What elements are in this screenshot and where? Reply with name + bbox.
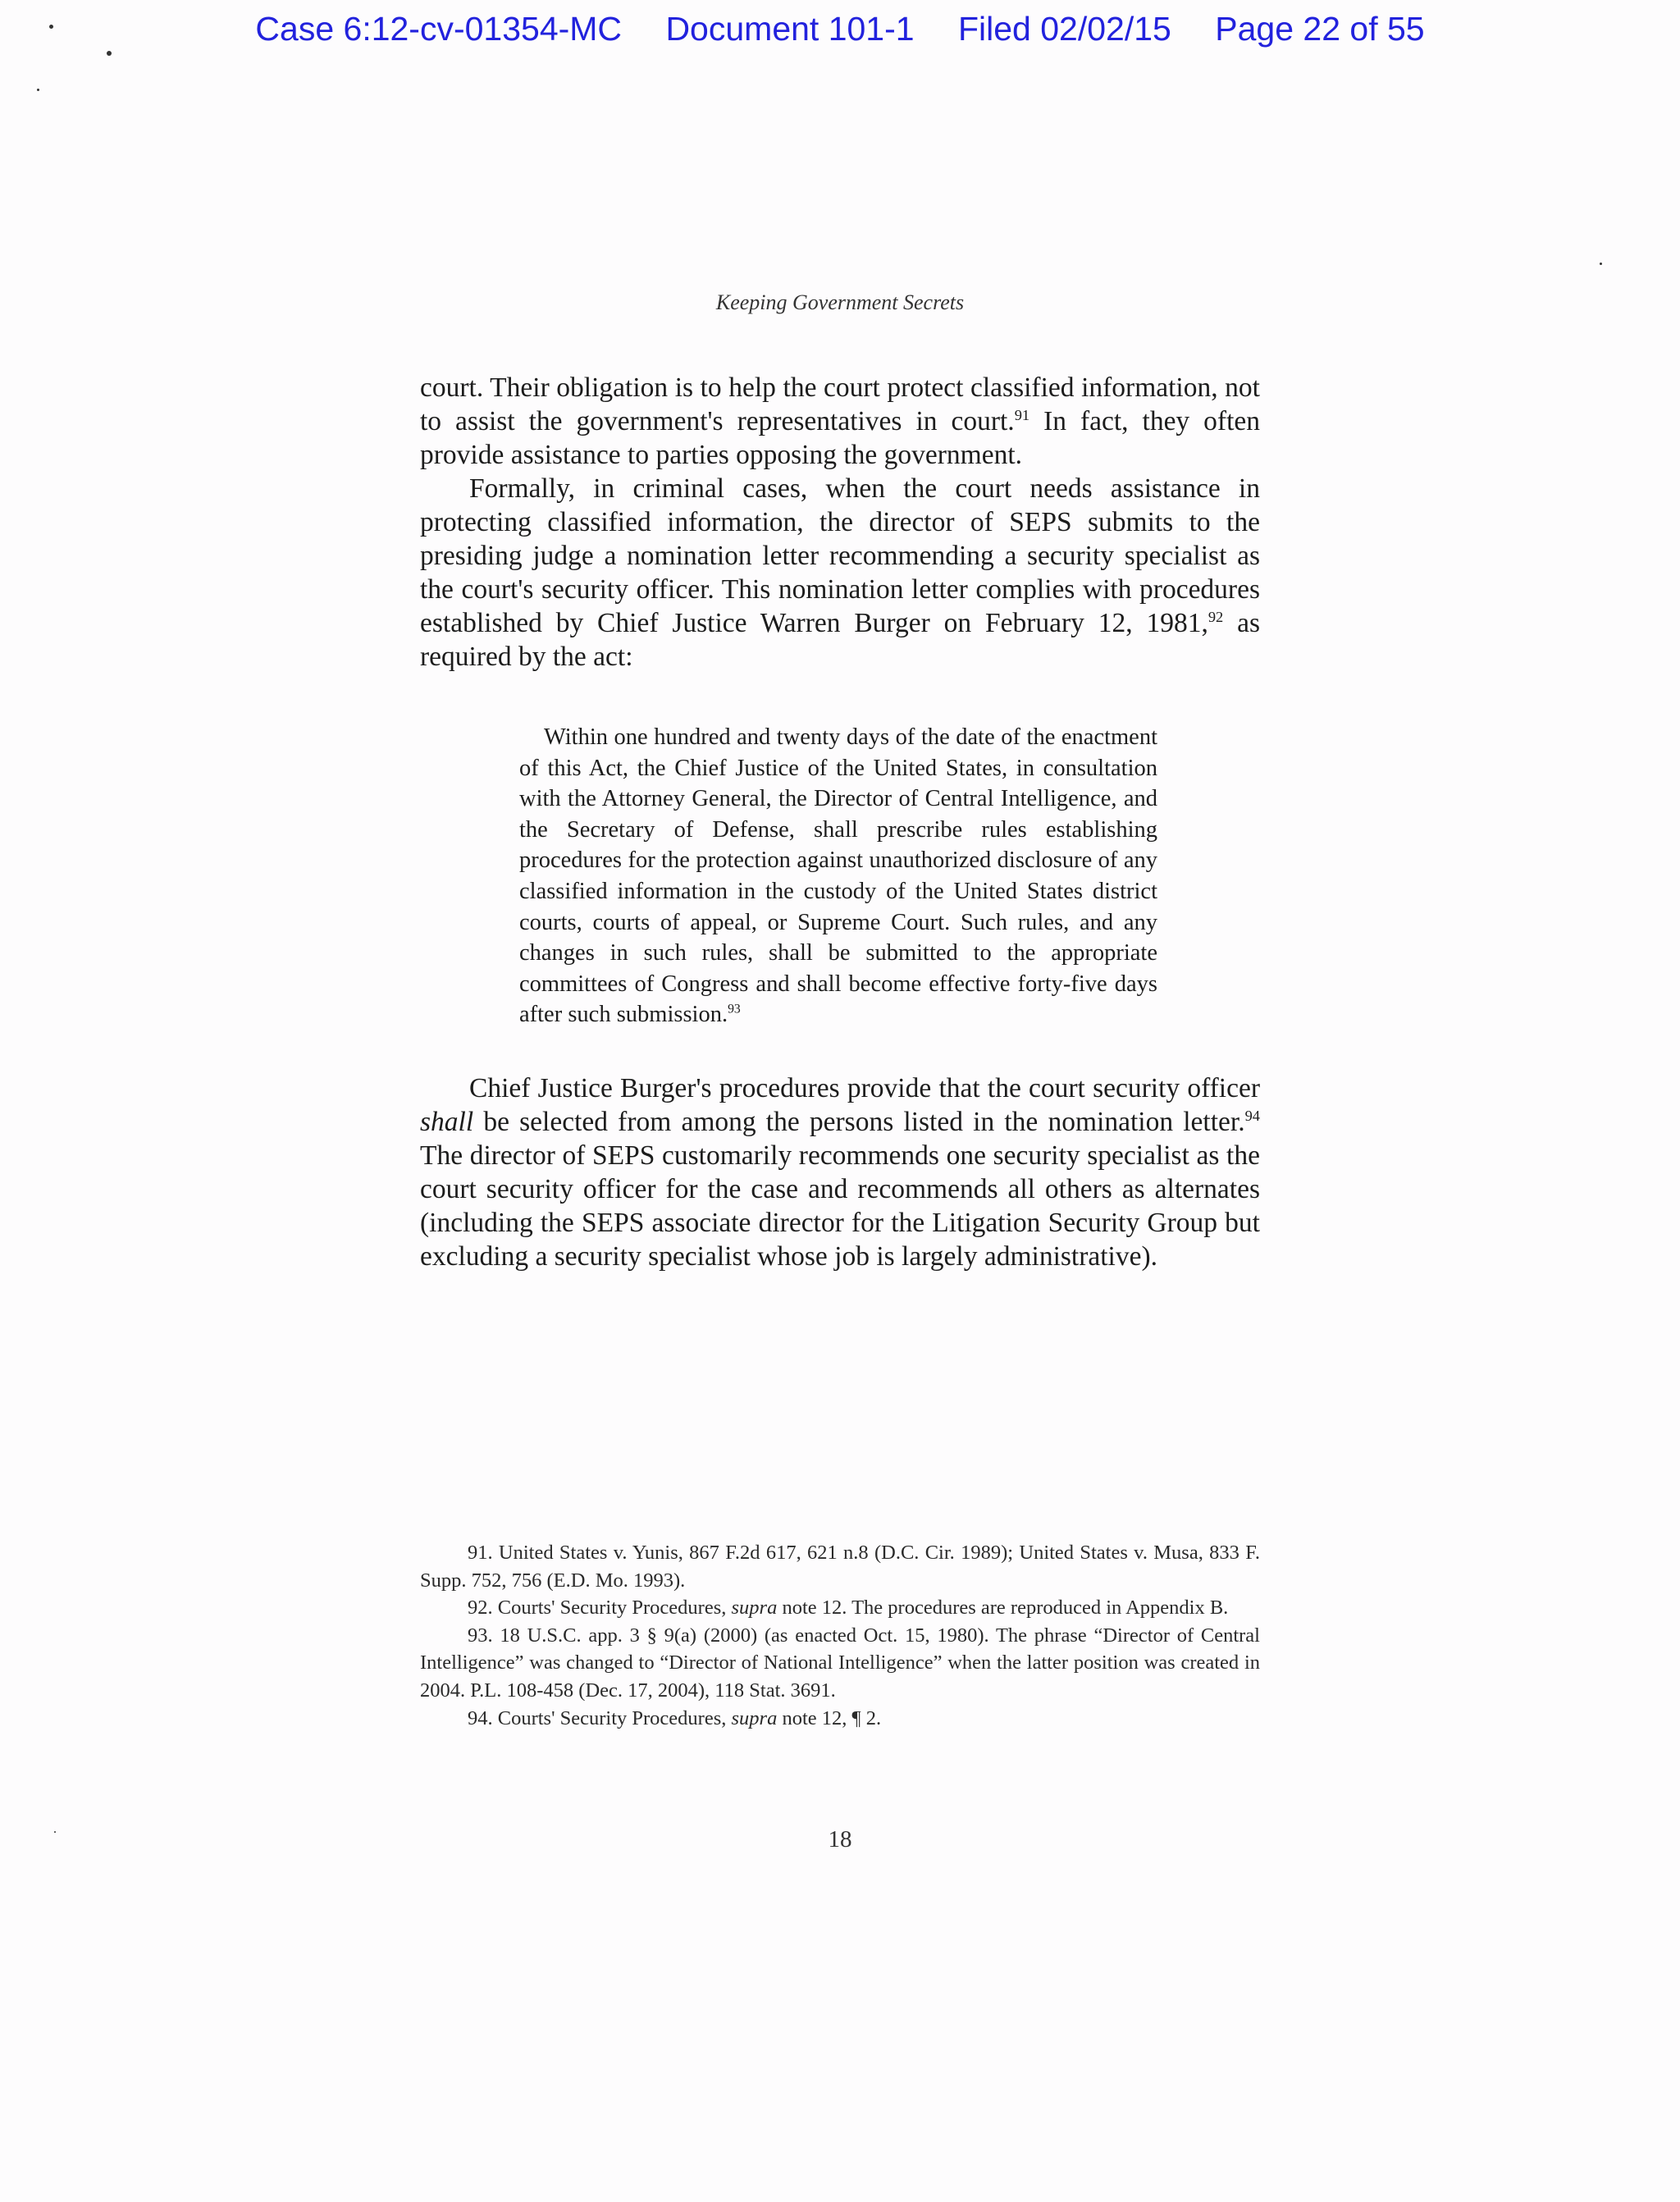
footnote-ref-93[interactable]: 93 [728,1002,741,1016]
paragraph-2-text-cont: as required by the act: [420,608,1261,672]
footnote-ref-91[interactable]: 91 [1014,406,1030,423]
footnote-92 [420,1594,1260,1622]
footnote-94-supra: supra [731,1706,778,1729]
paragraph-2-text: Formally, in criminal cases, when the court needs assistance in protecting classified information, the director of SEPS submits to the presiding judge a nomination letter recommending a security specialist as the court's security officer. This nomination letter complies with procedures established by Chief Justice Warren Burger on February 12, 1981, [420,473,1260,638]
scan-speck [37,89,39,91]
scan-speck [107,51,112,56]
paragraph-3 [420,1071,1260,1273]
document-number: Document 101-1 [665,10,915,48]
running-head: Keeping Government Secrets [715,290,965,314]
footnote-ref-94[interactable]: 94 [1244,1107,1260,1124]
paragraph-3-text-mid: be selected from among the persons listed in the nomination letter. [473,1107,1245,1137]
block-quote [519,722,1157,1030]
page-number: 18 [828,1826,852,1853]
footnote-94-text-cont: note 12, ¶ 2. [777,1706,882,1729]
scan-speck [1600,263,1602,265]
footnote-92-text-cont: note 12. The procedures are reproduced in Appendix B. [777,1597,1229,1620]
block-quote-text [519,722,1157,1030]
paragraph-2 [420,472,1260,674]
case-number: Case 6:12-cv-01354-MC [255,10,623,48]
paragraph-1-text: court. Their obligation is to help the court protect classified information, not to assist the government's representatives in court. [420,372,1260,436]
footnote-ref-92[interactable]: 92 [1208,608,1224,625]
block-quote-body: Within one hundred and twenty days of the date of the enactment of this Act, the Chief Justice of the United States, in consultation with the Attorney General, the Director of Central Intelligence, and the Secretary of Defense, shall prescribe rules establishing procedures for the protection against unauthorized disclosure of any classified information in the custody of the United States district courts, courts of appeal, or Supreme Court. Such rules, and any changes in such rules, shall be submitted to the appropriate committees of Congress and shall become effective forty-five days after such submission. [519,724,1157,1028]
paragraph-3-text-cont: The director of SEPS customarily recommends one security specialist as the court security officer for the case and recommends all others as alternates (including the SEPS associate director for the Litigation Security Group but excluding a security specialist whose job is largely administrative). [420,1140,1260,1272]
filed-date: Filed 02/02/15 [957,10,1171,48]
footnotes [420,1539,1260,1732]
body-text-lower [420,1071,1260,1273]
page-count: Page 22 of 55 [1215,10,1425,48]
footnote-94 [420,1705,1260,1733]
footnote-92-text: 92. Courts' Security Procedures, [468,1597,732,1620]
footnote-94-text: 94. Courts' Security Procedures, [468,1706,732,1729]
footnote-92-supra: supra [731,1597,778,1620]
emphasis-shall: shall [420,1107,474,1137]
paragraph-1-text-cont: In fact, they often provide assistance to parties opposing the government. [420,406,1260,470]
footnote-93: 93. 18 U.S.C. app. 3 § 9(a) (2000) (as enacted Oct. 15, 1980). The phrase “Director of Central Intelligence” was changed to “Director of National Intelligence” when the latter position was created in 2004. P.L. 108-458 (Dec. 17, 2004), 118 Stat. 3691. [420,1624,1260,1702]
filing-stamp-header [0,10,1680,48]
footnote-91: 91. United States v. Yunis, 867 F.2d 617, 621 n.8 (D.C. Cir. 1989); United States v. Musa, 833 F. Supp. 752, 756 (E.D. Mo. 1993). [420,1542,1260,1592]
paragraph-1 [420,371,1260,472]
scan-speck [49,25,53,29]
body-text-upper [420,371,1260,674]
paragraph-3-text: Chief Justice Burger's procedures provide that the court security officer [469,1073,1260,1103]
